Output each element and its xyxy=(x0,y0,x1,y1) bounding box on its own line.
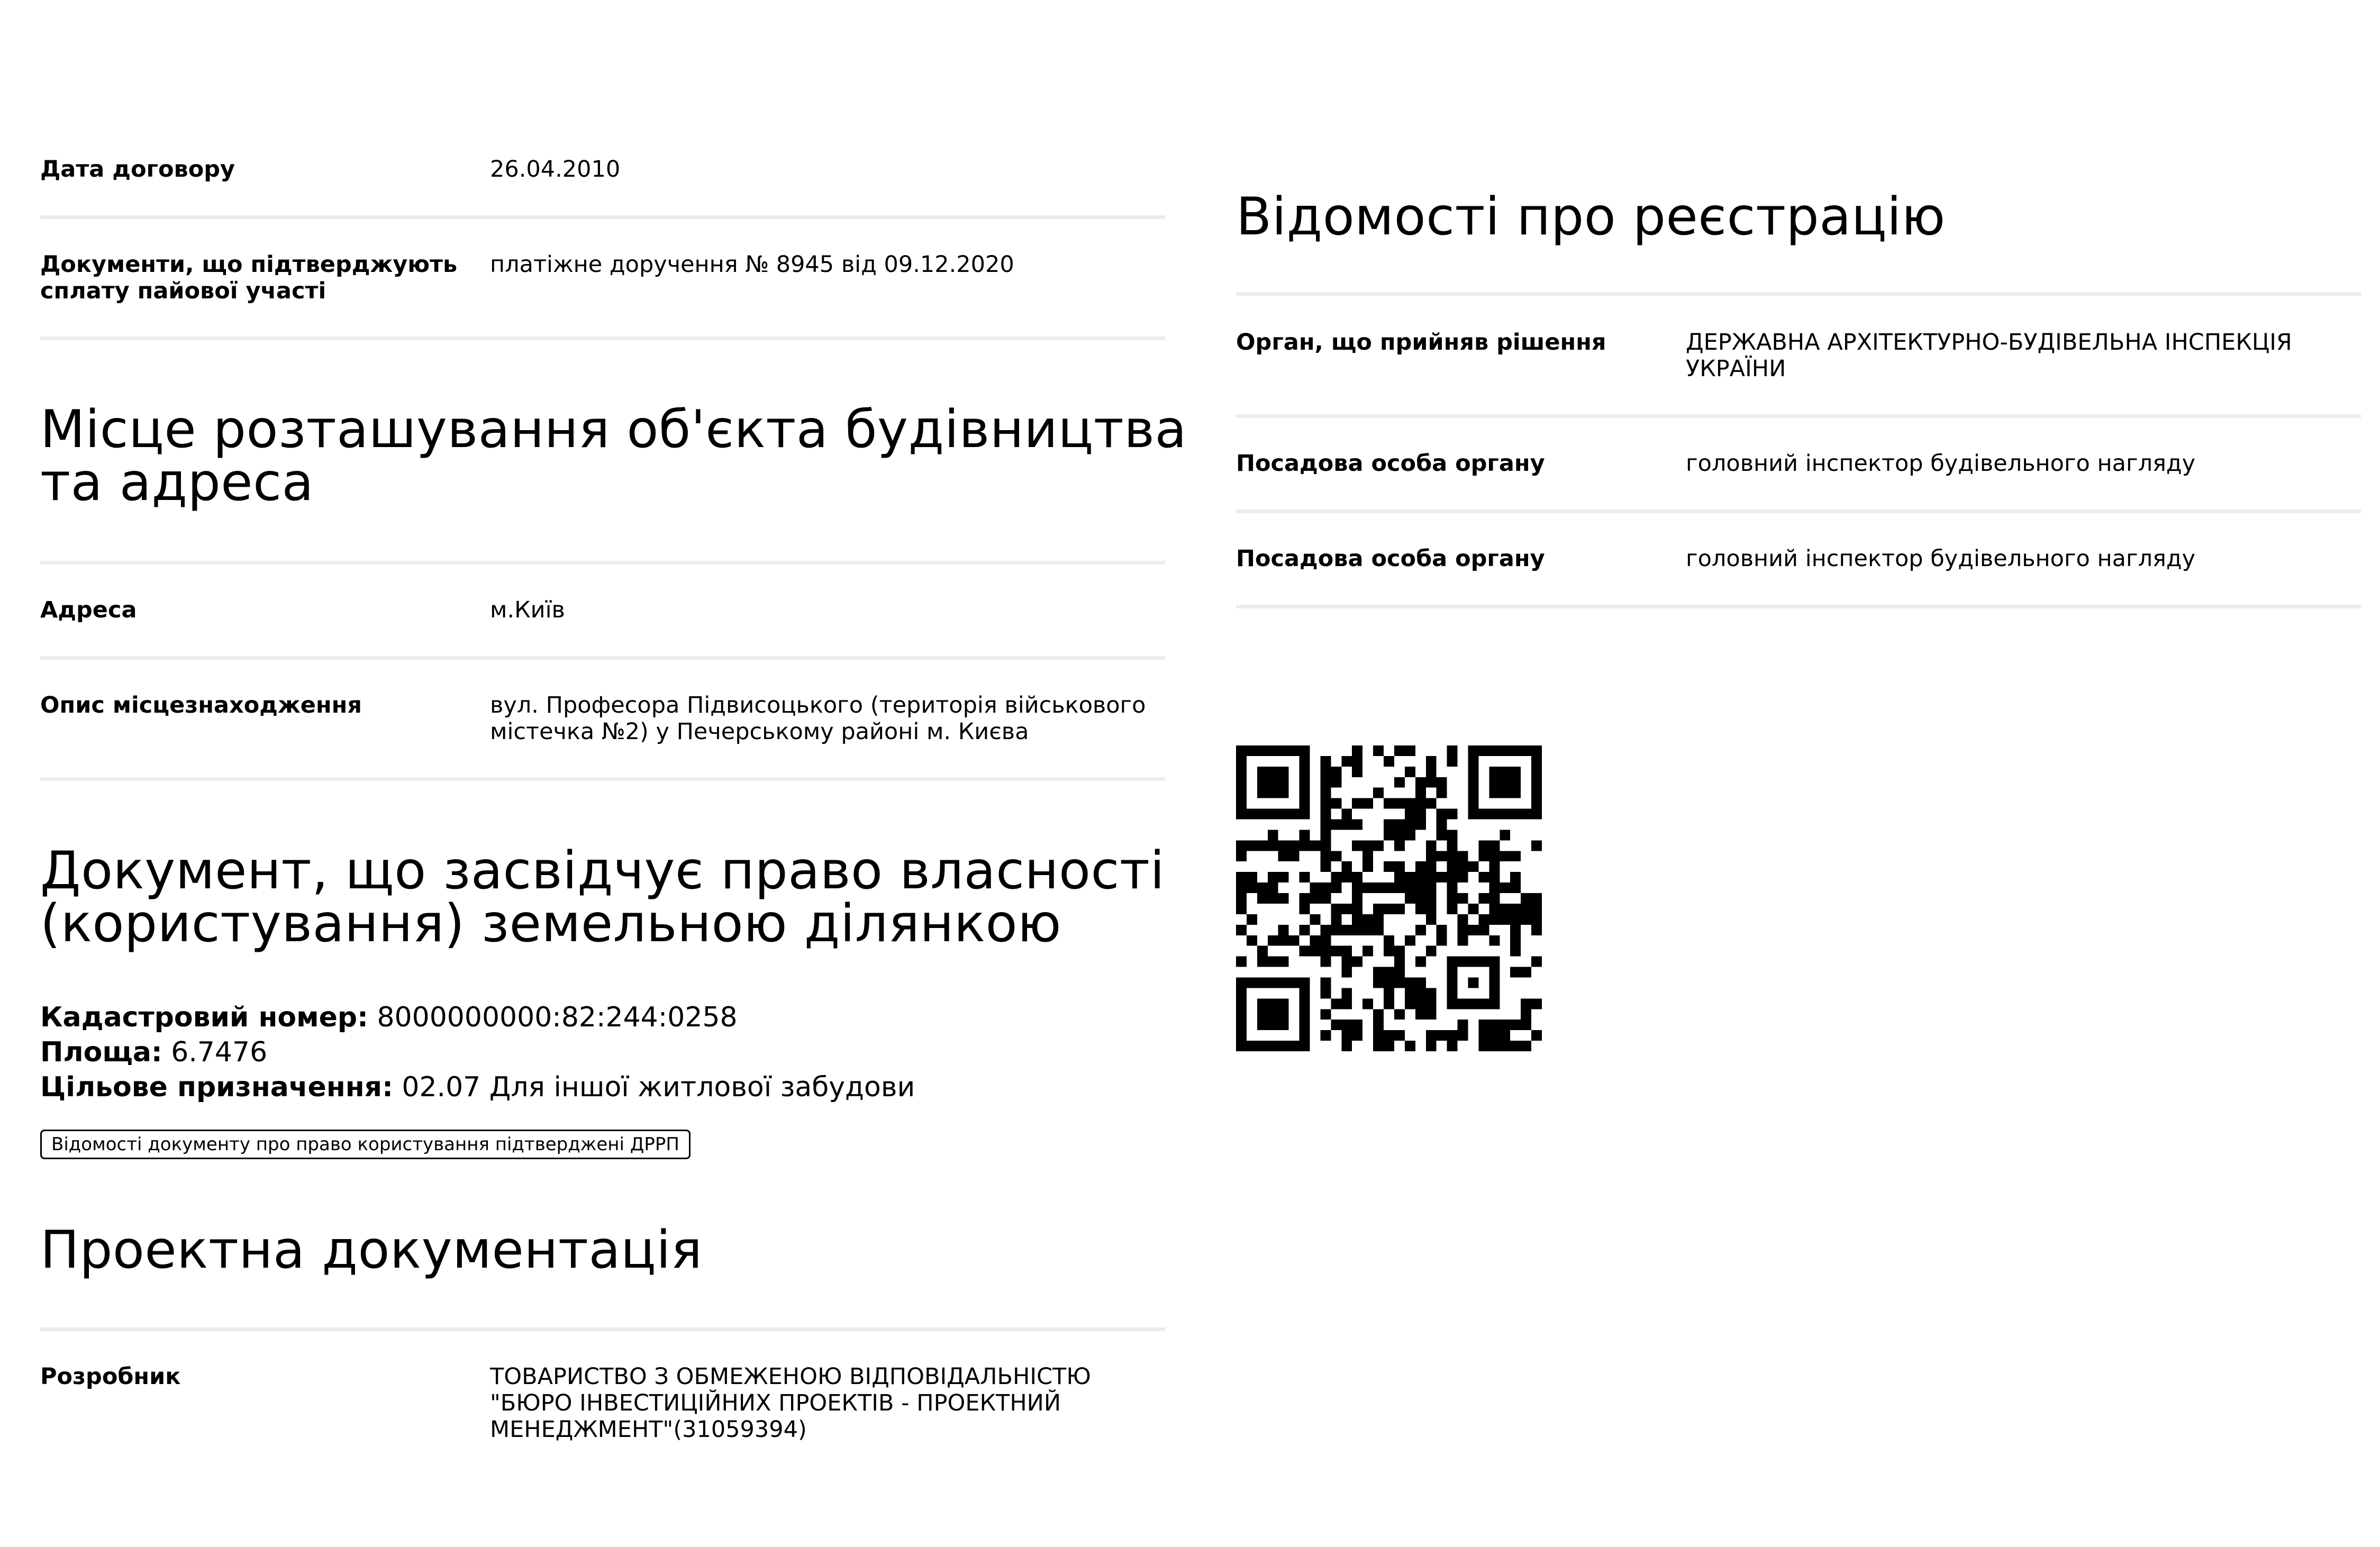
official-2-label: Посадова особа органу xyxy=(1236,545,1545,572)
location-heading xyxy=(40,399,1187,513)
divider xyxy=(1236,292,2361,296)
divider xyxy=(40,336,1165,340)
developer-value xyxy=(490,1363,1091,1443)
address-value: м.Київ xyxy=(490,597,565,623)
area-label: Площа: xyxy=(40,1036,162,1068)
registration-heading: Відомості про реєстрацію xyxy=(1236,187,1946,247)
authority-line: УКРАЇНИ xyxy=(1686,356,1786,382)
developer-line: "БЮРО ІНВЕСТИЦІЙНИХ ПРОЕКТІВ - ПРОЕКТНИЙ xyxy=(490,1390,1061,1416)
purpose-label: Цільове призначення: xyxy=(40,1071,393,1103)
area-value: 6.7476 xyxy=(171,1036,268,1068)
location-description-value xyxy=(490,692,1146,745)
divider xyxy=(40,777,1165,781)
land-details xyxy=(40,1000,915,1105)
cadastral-number-value: 8000000000:82:244:0258 xyxy=(377,1002,738,1033)
developer-line: ТОВАРИСТВО З ОБМЕЖЕНОЮ ВІДПОВІДАЛЬНІСТЮ xyxy=(490,1363,1091,1390)
official-1-value: головний інспектор будівельного нагляду xyxy=(1686,450,2196,477)
cadastral-number-line xyxy=(40,1000,915,1035)
address-label: Адреса xyxy=(40,597,137,623)
purpose-line xyxy=(40,1070,915,1105)
purpose-value: 02.07 Для іншої житлової забудови xyxy=(402,1071,915,1103)
official-2-value: головний інспектор будівельного нагляду xyxy=(1686,545,2196,572)
land-document-heading-line: (користування) земельною ділянкою xyxy=(40,894,1062,954)
location-heading-line: та адреса xyxy=(40,452,314,513)
qr-code-icon xyxy=(1236,745,1542,1051)
authority-label: Орган, що прийняв рішення xyxy=(1236,329,1606,356)
divider xyxy=(40,561,1165,565)
divider xyxy=(40,215,1165,219)
divider xyxy=(1236,605,2361,608)
authority-value xyxy=(1686,329,2292,382)
drrp-verified-badge: Відомості документу про право користування підтверджені ДРРП xyxy=(40,1130,691,1159)
area-line xyxy=(40,1035,915,1070)
land-document-heading-line: Документ, що засвідчує право власності xyxy=(40,841,1165,901)
authority-line: ДЕРЖАВНА АРХІТЕКТУРНО-БУДІВЕЛЬНА ІНСПЕКЦІЯ xyxy=(1686,329,2292,356)
location-description-line: містечка №2) у Печерському районі м. Києва xyxy=(490,718,1029,745)
location-description-line: вул. Професора Підвисоцького (територія військового xyxy=(490,692,1146,718)
developer-label: Розробник xyxy=(40,1363,181,1390)
location-heading-line: Місце розташування об'єкта будівництва xyxy=(40,399,1187,460)
project-docs-heading: Проектна документація xyxy=(40,1220,703,1280)
developer-line: МЕНЕДЖМЕНТ"(31059394) xyxy=(490,1416,807,1443)
divider xyxy=(40,1327,1165,1331)
payment-docs-label xyxy=(40,251,457,304)
payment-docs-label-line: Документи, що підтверджують xyxy=(40,251,458,278)
divider xyxy=(1236,509,2361,513)
official-1-label: Посадова особа органу xyxy=(1236,450,1545,477)
divider xyxy=(40,656,1165,660)
divider xyxy=(1236,414,2361,418)
payment-docs-label-line: сплату пайової участі xyxy=(40,278,326,304)
land-document-heading xyxy=(40,841,1165,954)
contract-date-label: Дата договору xyxy=(40,156,235,183)
contract-date-value: 26.04.2010 xyxy=(490,156,621,183)
cadastral-number-label: Кадастровий номер: xyxy=(40,1002,368,1033)
location-description-label: Опис місцезнаходження xyxy=(40,692,362,718)
payment-docs-value: платіжне доручення № 8945 від 09.12.2020 xyxy=(490,251,1014,278)
